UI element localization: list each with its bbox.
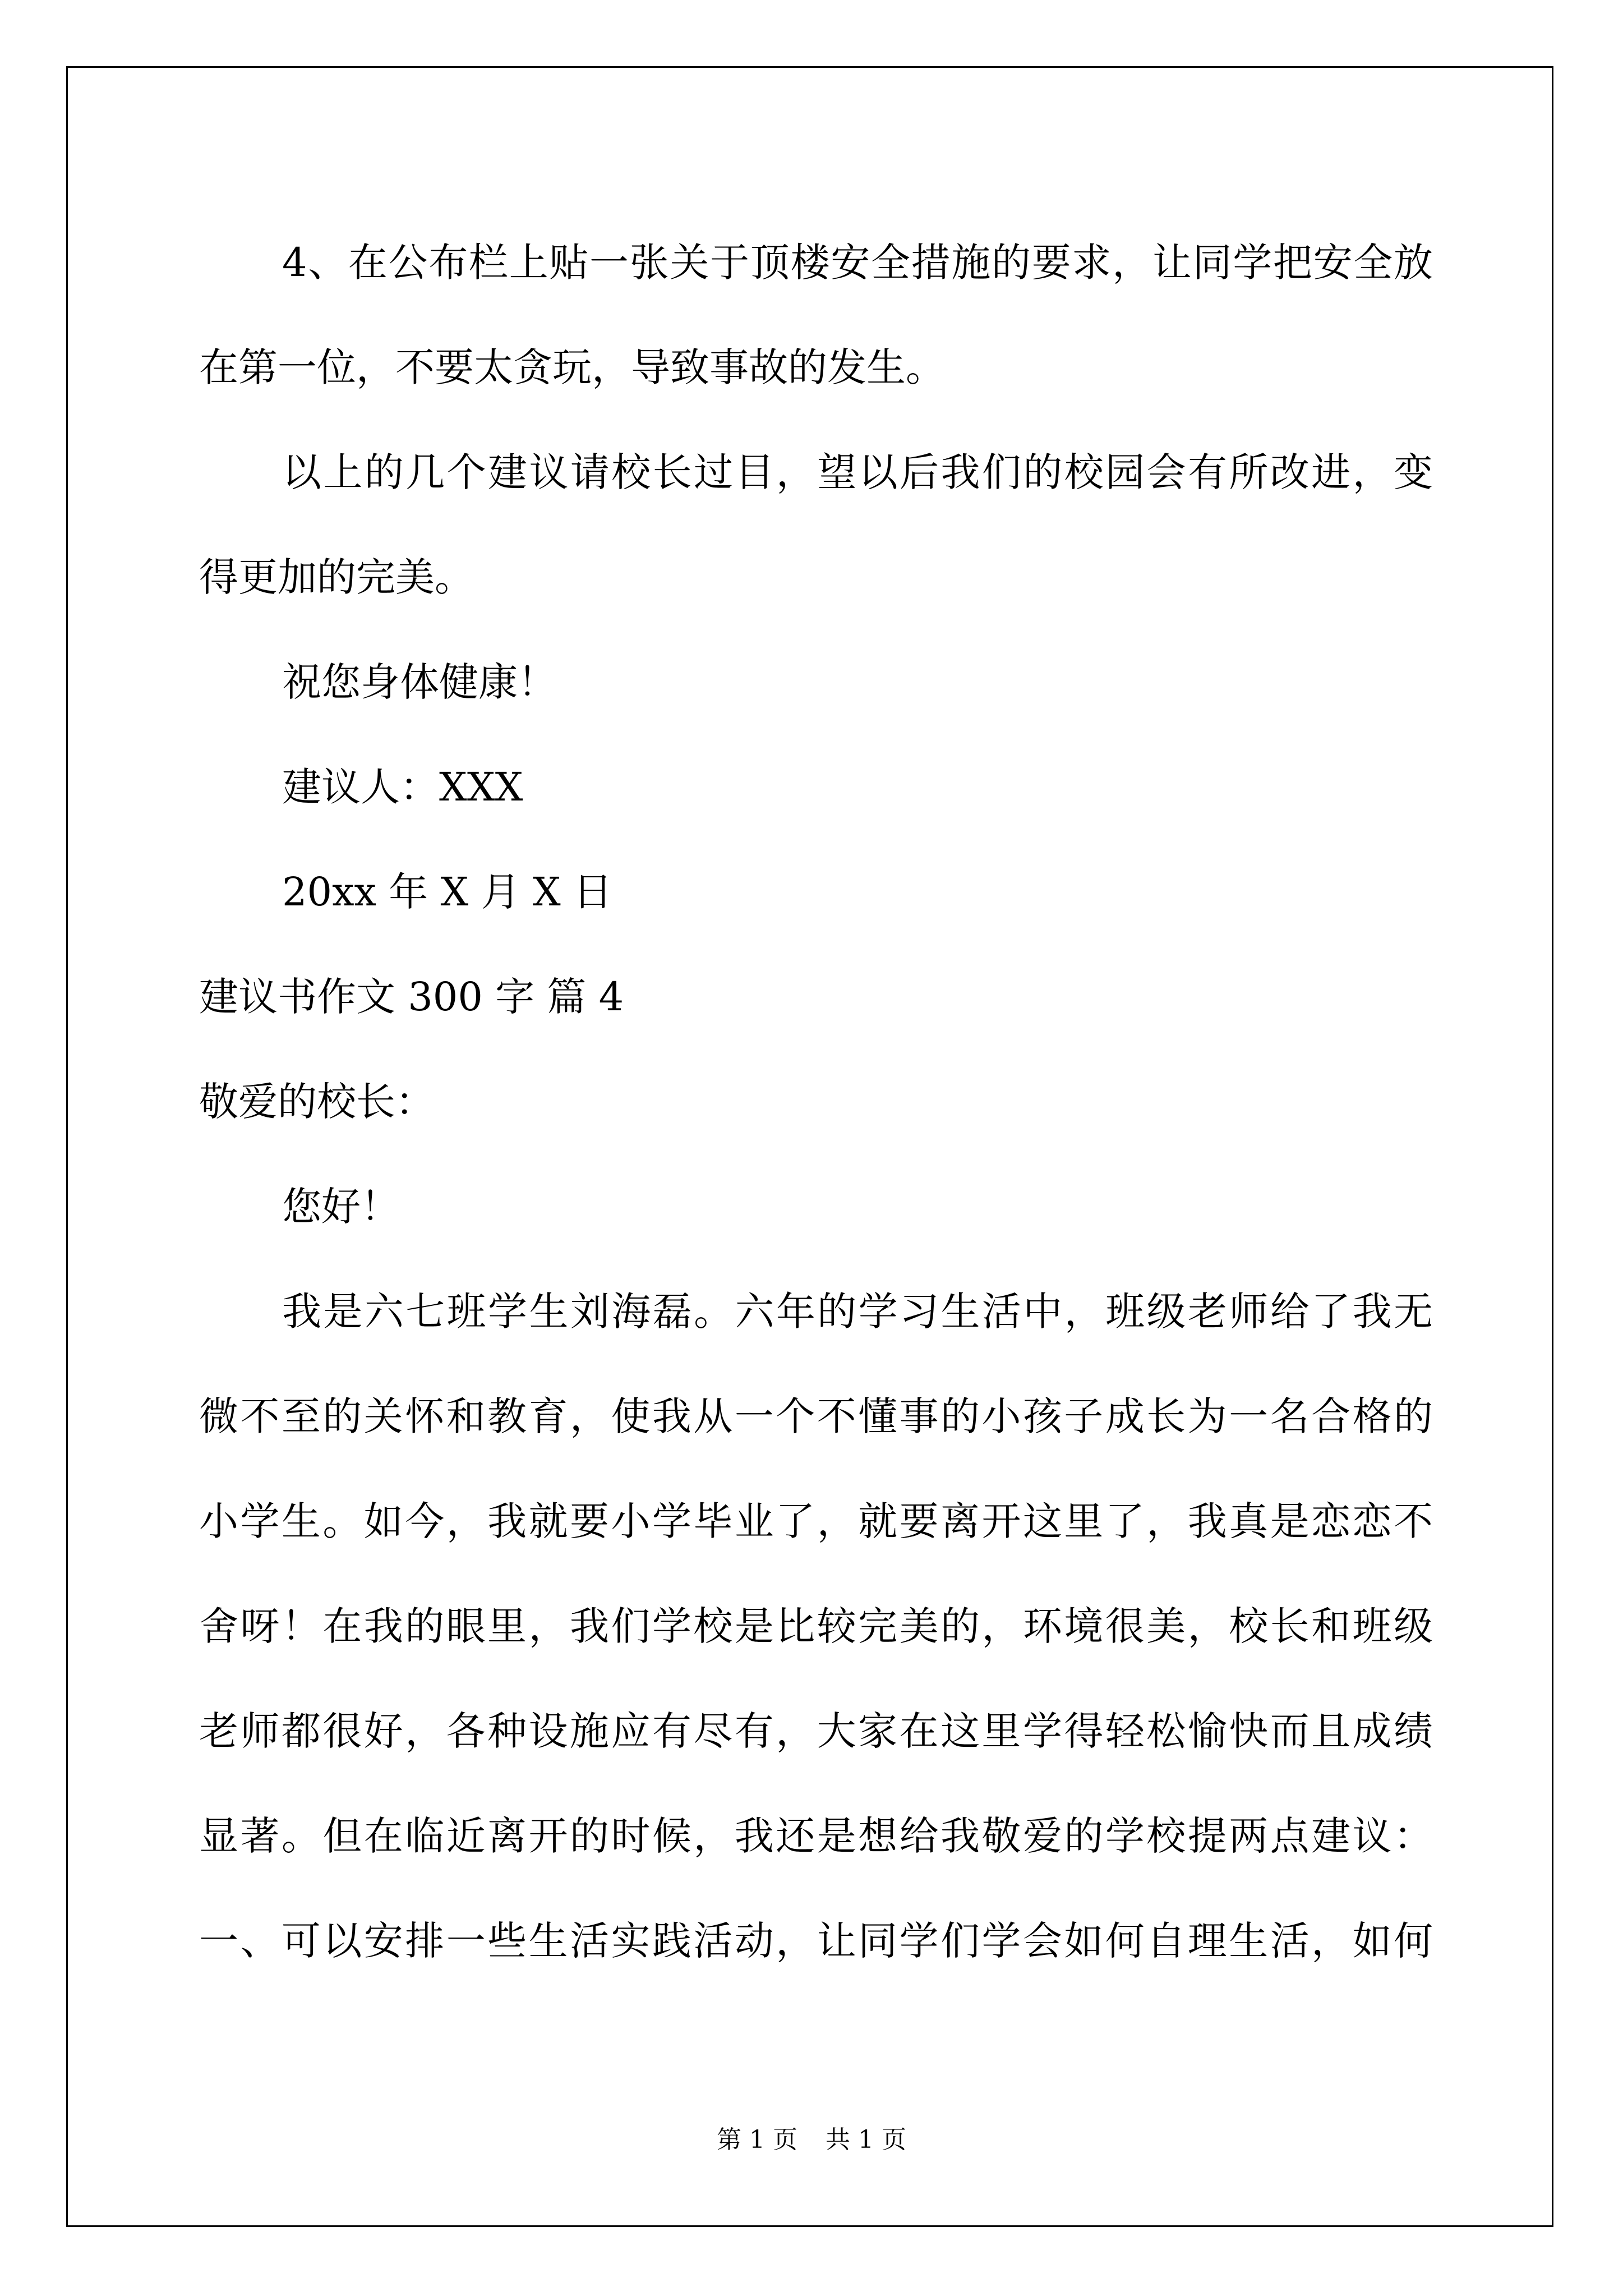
paragraph-line: 4、在公布栏上贴一张关于顶楼安全措施的要求，让同学把安全放	[282, 240, 1433, 286]
paragraph-line: 得更加的完美。	[199, 554, 474, 600]
paragraph-line: 一、可以安排一些生活实践活动，让同学们学会如何自理生活，如何	[199, 1918, 1433, 1964]
paragraph-line: 老师都很好，各种设施应有尽有，大家在这里学得轻松愉快而且成绩	[199, 1708, 1433, 1754]
paragraph-line: 我是六七班学生刘海磊。六年的学习生活中，班级老师给了我无	[282, 1289, 1433, 1335]
closing-wish: 祝您身体健康！	[282, 659, 557, 705]
section-heading: 建议书作文 300 字 篇 4	[199, 974, 624, 1020]
paragraph-line: 微不至的关怀和教育，使我从一个不懂事的小孩子成长为一名合格的	[199, 1393, 1433, 1439]
paragraph-line: 以上的几个建议请校长过目，望以后我们的校园会有所改进，变	[282, 449, 1433, 495]
paragraph-line: 显著。但在临近离开的时候，我还是想给我敬爱的学校提两点建议：	[199, 1813, 1433, 1859]
page-total: 共 1 页	[826, 2125, 906, 2154]
document-body	[199, 210, 1433, 1994]
page-number: 第 1 页	[717, 2125, 797, 2154]
greeting: 您好！	[282, 1184, 400, 1230]
salutation: 敬爱的校长：	[199, 1079, 435, 1125]
date-line: 20xx 年 X 月 X 日	[282, 869, 612, 915]
signature-line: 建议人：XXX	[282, 764, 523, 810]
paragraph-line: 在第一位，不要太贪玩，导致事故的发生。	[199, 344, 945, 390]
paragraph-line: 小学生。如今，我就要小学毕业了，就要离开这里了，我真是恋恋不	[199, 1498, 1433, 1544]
paragraph-line: 舍呀！在我的眼里，我们学校是比较完美的，环境很美，校长和班级	[199, 1603, 1433, 1649]
page-footer	[0, 2123, 1623, 2157]
